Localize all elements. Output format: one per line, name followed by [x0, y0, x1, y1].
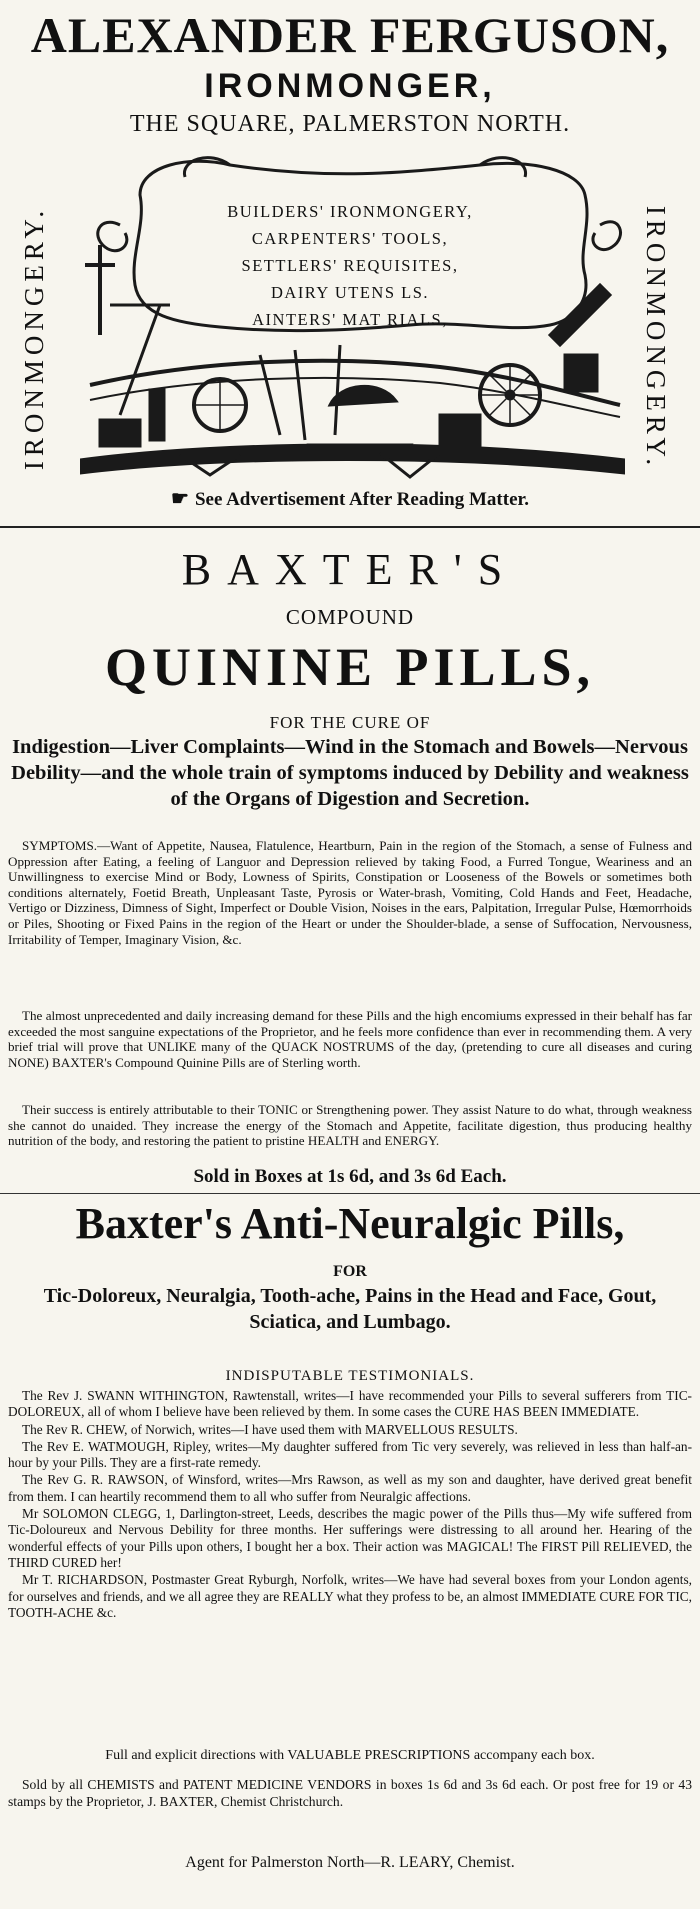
testimonial-item: Mr SOLOMON CLEGG, 1, Darlington-street, Leeds, describes the magic power of the Pills thus—My wife suffered from Tic-Doloureux and Nervous Debility for three months. Her sufferings were distressing to all around her. Hearing of the wonderful effects of your Pills upon others, I bought her a box. Their action was MAGICAL! The FIRST Pill RELIEVED, the THIRD CURED her!	[8, 1506, 692, 1570]
product-item: DAIRY UTENS LS.	[270, 283, 430, 302]
testimonial-item: The Rev E. WATMOUGH, Ripley, writes—My daughter suffered from Tic very severely, was relieved in less than half-an-hour by your Pills. They are a first-rate remedy.	[8, 1438, 692, 1471]
testimonials-heading: INDISPUTABLE TESTIMONIALS.	[225, 1368, 475, 1384]
testimonials-list	[8, 1388, 692, 1622]
symptoms-text: SYMPTOMS.—Want of Appetite, Nausea, Flatulence, Heartburn, Pain in the region of the Stomach, a sense of Fulness and Oppression after Eating, a feeling of Languor and Depression relieved by taking Food, a Furred Tongue, Weariness and an Unwillingness to exercise Mind or Body, Lowness of Spirits, Constipation or Looseness of the Bowels or sometimes both conditions alternately, Foetid Breath, Unpleasant Taste, Pyrosis or Water-brash, Vomiting, Cold Hands and Feet, Headache, Vertigo or Dizziness, Dimness of Sight, Imperfect or Double Vision, Noises in the ears, Palpitation, Irregular Pulse, Hœmorrhoids or Piles, Shooting or Fixed Pains in the region of the Heart or under the Shoulder-blade, a sense of Suffocation, Nervousness, Irritability of Temper, Imaginary Vision, &c.	[8, 838, 692, 947]
product-list	[170, 198, 530, 333]
sold-by-paragraph	[8, 1777, 692, 1811]
see-advertisement-text: See Advertisement After Reading Matter.	[194, 489, 529, 510]
for-the-cure-of: FOR THE CURE OF	[269, 713, 431, 732]
ferguson-trade: IRONMONGER,	[204, 67, 496, 105]
success-text: Their success is entirely attributable to their TONIC or Strengthening power. They assist Nature to do what, through weakness she cannot do unaided. They increase the energy of the Stomach and Appetite, facilitate digestion, thus producing healthy nutrition of the body, and restoring the patient to pristine HEALTH and ENERGY.	[8, 1102, 692, 1149]
demand-paragraph	[8, 1008, 692, 1071]
testimonial-item: The Rev R. CHEW, of Norwich, writes—I have used them with MARVELLOUS RESULTS.	[22, 1421, 518, 1437]
demand-text: The almost unprecedented and daily increasing demand for these Pills and the high encomiums expressed in their behalf has far exceeded the most sanguine expectations of the Proprietor, and he feels more confidence than ever in recommending them. A very brief trial will prove that UNLIKE many of the QUACK NOSTRUMS of the day, (pretending to cure all diseases and curing NONE) BAXTER's Compound Quinine Pills are of Sterling worth.	[8, 1008, 692, 1070]
product-item: BUILDERS' IRONMONGERY,	[227, 202, 473, 221]
side-label-right: IRONMONGERY.	[641, 205, 671, 471]
quinine-ailments: Indigestion—Liver Complaints—Wind in the Stomach and Bowels—Nervous Debility—and the whole train of symptoms induced by Debility and weakness of the Organs of Digestion and Secretion.	[11, 736, 689, 810]
agent-line: Agent for Palmerston North—R. LEARY, Chemist.	[185, 1854, 515, 1871]
anti-neuralgic-title: Baxter's Anti-Neuralgic Pills,	[75, 1199, 625, 1248]
quinine-pills-title: QUININE PILLS,	[104, 637, 596, 697]
symptoms-paragraph	[8, 838, 692, 948]
pointing-hand-icon: ☛	[171, 488, 189, 510]
success-paragraph	[8, 1102, 692, 1150]
section-divider	[0, 526, 700, 528]
ferguson-name: ALEXANDER FERGUSON,	[30, 7, 670, 63]
directions-note: Full and explicit directions with VALUABLE PRESCRIPTIONS accompany each box.	[105, 1748, 595, 1763]
product-item: AINTERS' MAT RIALS,	[252, 310, 448, 329]
testimonial-item: Mr T. RICHARDSON, Postmaster Great Ryburgh, Norfolk, writes—We have had several boxes from your London agents, for ourselves and friends, and we all agree they are REALLY what they profess to be, an almost IMMEDIATE CURE FOR TIC, TOOTH-ACHE &c.	[8, 1572, 692, 1620]
for-label: FOR	[333, 1263, 367, 1280]
product-item: SETTLERS' REQUISITES,	[241, 256, 459, 275]
side-label-left: IRONMONGERY.	[19, 205, 49, 471]
see-advertisement-note	[0, 487, 700, 512]
product-item: CARPENTERS' TOOLS,	[251, 229, 449, 248]
quinine-price-line: Sold in Boxes at 1s 6d, and 3s 6d Each.	[193, 1166, 507, 1187]
testimonial-item: The Rev J. SWANN WITHINGTON, Rawtenstall, writes—I have recommended your Pills to several sufferers from TIC-DOLOREUX, all of whom I believe have been relieved by them. In some cases the CURE HAS BEEN IMMEDIATE.	[8, 1388, 692, 1420]
testimonial-item: The Rev G. R. RAWSON, of Winsford, writes—Mrs Rawson, as well as my son and daughter, have derived great benefit from them. I can heartily recommend them to all who suffer from Neuralgic affections.	[8, 1472, 692, 1504]
section-divider	[0, 1193, 700, 1194]
anti-neuralgic-ailments: Tic-Doloreux, Neuralgia, Tooth-ache, Pains in the Head and Face, Gout, Sciatica, and Lumbago.	[43, 1285, 657, 1333]
ferguson-address: THE SQUARE, PALMERSTON NORTH.	[129, 111, 571, 137]
baxter-name: BAXTER'S	[181, 545, 519, 594]
sold-by-text: Sold by all CHEMISTS and PATENT MEDICINE VENDORS in boxes 1s 6d and 3s 6d each. Or post free for 19 or 43 stamps by the Proprietor, J. BAXTER, Chemist Christchurch.	[8, 1777, 692, 1809]
compound-label: COMPOUND	[285, 605, 415, 629]
ferguson-advertisement	[0, 0, 700, 515]
